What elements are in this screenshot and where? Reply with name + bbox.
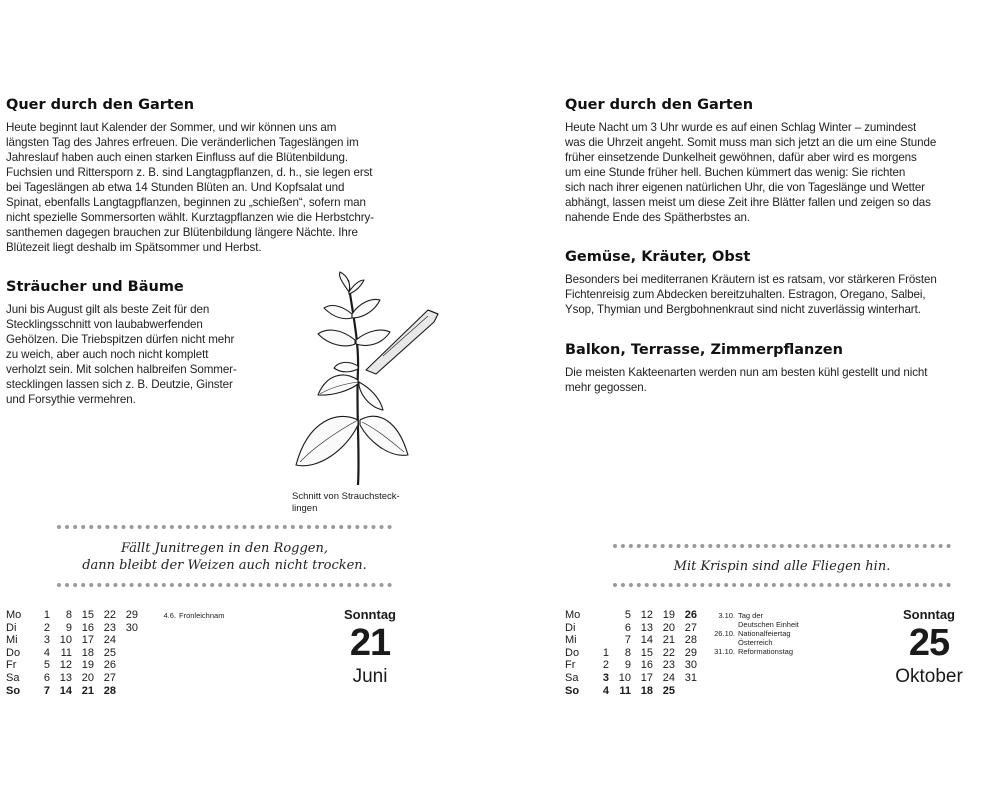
calendar-week-row	[0, 672, 138, 685]
calendar-day: 14	[59, 684, 72, 697]
text-line: Jahreslauf haben auch einen starken Einfluss auf die Blütenbildung.	[6, 151, 348, 164]
calendar-day: 17	[81, 634, 94, 647]
left-section-shrubs	[6, 279, 237, 407]
text-line: nicht spezielle Sommersorten wählt. Kurztagpflanzen wie die Herbstchry-	[6, 211, 374, 224]
calendar-day	[0, 685, 28, 698]
holiday-name-line: Deutschen Einheit	[738, 620, 799, 629]
calendar-day: 12	[640, 609, 653, 621]
text-line: Stecklingsschnitt von laubabwerfenden	[6, 318, 203, 331]
calendar-day: 12	[59, 659, 72, 672]
calendar-day	[587, 622, 609, 635]
text-line: längsten Tag des Jahres erfreuen. Die veränderlichen Tageslängen im	[6, 136, 359, 149]
weekday-abbrev: Mo	[565, 609, 581, 621]
calendar-day: 3	[602, 671, 609, 684]
calendar-day: 25	[103, 646, 116, 659]
calendar-day	[559, 647, 587, 660]
calendar-day: 5	[624, 609, 631, 621]
calendar-day: 20	[662, 621, 675, 634]
calendar-day: 18	[81, 646, 94, 659]
calendar-day: 28	[103, 684, 116, 697]
section-title: Gemüse, Kräuter, Obst	[565, 249, 751, 265]
current-day	[315, 607, 425, 688]
weekday-abbrev: Mo	[6, 609, 22, 621]
text-line: Juni bis August gilt als beste Zeit für den	[6, 303, 210, 316]
calendar-day: 15	[81, 609, 94, 621]
weekday-abbrev: Di	[6, 621, 17, 634]
text-line: Die meisten Kakteenarten werden nun am besten kühl gestellt und nicht	[565, 366, 928, 379]
calendar-week-row	[559, 609, 697, 622]
section-body	[565, 365, 927, 395]
calendar-day: 2	[602, 659, 609, 672]
section-body	[565, 120, 936, 225]
calendar-week-row	[559, 647, 697, 660]
divider-dots-top	[613, 544, 951, 548]
calendar-day	[587, 634, 609, 647]
calendar-week-row	[559, 659, 697, 672]
holiday-date: 3.10.	[718, 611, 735, 620]
holiday-name	[179, 611, 224, 620]
calendar-week-row	[559, 622, 697, 635]
calendar-day	[0, 647, 28, 660]
calendar-day	[559, 685, 587, 698]
calendar-day: 22	[662, 646, 675, 659]
text-line: um eine Stunde früher hell. Buchen kümmert das wenig: Sie richten	[565, 166, 906, 179]
text-line: Mit Krispin sind alle Fliegen hin.	[673, 559, 891, 574]
calendar-day	[0, 622, 28, 635]
calendar-week-row	[0, 609, 138, 622]
right-page	[500, 0, 1000, 800]
weekday-abbrev: Do	[565, 646, 580, 659]
calendar-day: 25	[662, 684, 675, 697]
calendar-week-row	[0, 685, 138, 698]
calendar-day	[559, 622, 587, 635]
calendar-day	[116, 659, 138, 672]
text-line: Heute beginnt laut Kalender der Sommer, und wir können uns am	[6, 121, 337, 134]
calendar-day: 10	[618, 671, 631, 684]
text-line: bei Tageslängen ab etwa 14 Stunden Blüten an. Und Kopfsalat und	[6, 181, 345, 194]
calendar-day: 1	[602, 646, 609, 659]
holiday-name	[738, 647, 793, 656]
holiday-name-line: Reformationstag	[738, 647, 794, 656]
text-line: früher einsetzende Dunkelheit gewöhnen, dafür aber wird es morgens	[565, 151, 917, 164]
divider-dots-bottom	[57, 583, 392, 587]
holiday-date: 26.10.	[714, 629, 735, 638]
calendar-day: 26	[103, 659, 116, 672]
calendar-week-row	[559, 685, 697, 698]
calendar-week-row	[559, 634, 697, 647]
calendar-day: 24	[103, 634, 116, 647]
weekday-abbrev: Sa	[565, 671, 579, 684]
calendar-day: 15	[640, 646, 653, 659]
calendar-day: 23	[103, 621, 116, 634]
text-line: dann bleibt der Weizen auch nicht trocken.	[82, 558, 367, 573]
calendar-day: 13	[59, 671, 72, 684]
month-calendar-grid	[0, 609, 138, 697]
calendar-day: 26	[684, 609, 697, 621]
calendar-day: 3	[43, 634, 50, 647]
calendar-day: 20	[81, 671, 94, 684]
weekday-abbrev: So	[6, 684, 21, 697]
text-line: stecklingen lassen sich z. B. Deutzie, Ginster	[6, 378, 233, 391]
calendar-day: 4	[602, 684, 609, 697]
calendar-day	[0, 672, 28, 685]
calendar-day	[116, 672, 138, 685]
holiday-name-line: Nationalfeiertag	[738, 629, 791, 638]
calendar-week-row	[559, 672, 697, 685]
text-line: Spinat, ebenfalls Langtagpflanzen, beginnen zu „schießen“, sofern man	[6, 196, 366, 209]
text-line: mehr gegossen.	[565, 381, 647, 394]
calendar-day: 31	[684, 671, 697, 684]
calendar-day	[116, 685, 138, 698]
calendar-day: 9	[624, 659, 631, 672]
text-line: Fichtenreisig zum Abdecken bereitzuhalten. Estragon, Oregano, Salbei,	[565, 288, 926, 301]
text-line: nahende Ende des Spätherbstes an.	[565, 211, 750, 224]
text-line: Heute Nacht um 3 Uhr wurde es auf einen Schlag Winter – zumindest	[565, 121, 917, 134]
calendar-day: 24	[662, 671, 675, 684]
holiday-list	[707, 611, 799, 656]
calendar-day: 27	[103, 671, 116, 684]
calendar-day: 16	[640, 659, 653, 672]
calendar-day	[559, 634, 587, 647]
calendar-day	[559, 672, 587, 685]
weather-saying	[57, 540, 392, 574]
holiday-name	[738, 611, 799, 629]
holiday-name-line: Österreich	[738, 638, 773, 647]
calendar-day	[116, 634, 138, 647]
section-body	[6, 120, 374, 255]
weekday-abbrev: Di	[565, 621, 576, 634]
calendar-day: 23	[662, 659, 675, 672]
calendar-week-row	[0, 647, 138, 660]
calendar-day: 18	[640, 684, 653, 697]
text-line: Fuchsien und Rittersporn z. B. sind Langtagpflanzen, d. h., sie legen erst	[6, 166, 373, 179]
calendar-day: 28	[684, 634, 697, 647]
text-line: was die Uhrzeit angeht. Somit muss man sich jetzt an die um eine Stunde	[565, 136, 937, 149]
calendar-day: 27	[684, 621, 697, 634]
weekday-abbrev: So	[565, 684, 580, 697]
calendar-day: 7	[43, 684, 50, 697]
text-line: Blütezeit liegt deshalb im Spätsommer und Herbst.	[6, 241, 262, 254]
calendar-day: 21	[81, 684, 94, 697]
calendar-day: 9	[65, 621, 72, 634]
holiday-entry	[707, 611, 799, 629]
weekday-abbrev: Mi	[565, 634, 577, 647]
right-section-garden	[565, 97, 936, 225]
text-line: santhemen dagegen brauchen zur Blütenbildung längere Nächte. Ihre	[6, 226, 358, 239]
month-label: Juni	[352, 666, 388, 687]
calendar-day: 5	[43, 659, 50, 672]
text-line: abhängt, lassen meist um diese Zeit ihre Blätter fallen und zeigen so das	[565, 196, 931, 209]
holiday-date: 31.10.	[714, 647, 735, 656]
section-title: Sträucher und Bäume	[6, 279, 184, 295]
calendar-day: 14	[640, 634, 653, 647]
calendar-day: 29	[125, 609, 138, 621]
calendar-day: 7	[624, 634, 631, 647]
calendar-day: 10	[59, 634, 72, 647]
calendar-week-row	[0, 634, 138, 647]
calendar-day	[559, 659, 587, 672]
illustration-caption	[292, 491, 400, 515]
calendar-day	[0, 609, 28, 622]
current-day	[874, 607, 984, 688]
text-line: verholzt sein. Mit solchen halbreifen Sommer-	[6, 363, 237, 376]
weekday-label: Sonntag	[903, 607, 955, 622]
calendar-day	[587, 609, 609, 622]
calendar-day: 22	[103, 609, 116, 621]
holiday-entry	[707, 647, 799, 656]
weekday-label: Sonntag	[344, 607, 396, 622]
holiday-entry	[707, 629, 799, 647]
calendar-day: 30	[125, 621, 138, 634]
calendar-day: 8	[65, 609, 72, 621]
calendar-day: 11	[619, 684, 631, 697]
divider-dots-bottom	[613, 583, 951, 587]
calendar-day: 16	[81, 621, 94, 634]
section-body	[565, 272, 937, 317]
calendar-week-row	[0, 659, 138, 672]
calendar-week-row	[0, 622, 138, 635]
left-section-garden	[6, 97, 374, 255]
calendar-day: 17	[640, 671, 653, 684]
cutting-illustration	[288, 270, 448, 490]
month-calendar-grid	[559, 609, 697, 697]
text-line: zu weich, aber auch noch nicht komplett	[6, 348, 209, 361]
calendar-day: 6	[43, 671, 50, 684]
section-title: Quer durch den Garten	[6, 97, 195, 113]
text-line: lingen	[292, 503, 318, 514]
holiday-name-line: Fronleichnam	[179, 611, 225, 620]
day-number: 25	[908, 622, 950, 664]
calendar-day: 4	[43, 646, 50, 659]
calendar-day: 1	[43, 609, 50, 621]
holiday-name	[738, 629, 791, 647]
section-title: Balkon, Terrasse, Zimmerpflanzen	[565, 342, 843, 358]
section-title: Quer durch den Garten	[565, 97, 754, 113]
calendar-day	[0, 659, 28, 672]
calendar-day: 8	[624, 646, 631, 659]
text-line: und Forsythie vermehren.	[6, 393, 136, 406]
holiday-list	[148, 611, 224, 620]
holiday-entry	[148, 611, 224, 620]
calendar-day	[116, 647, 138, 660]
calendar-day: 21	[662, 634, 675, 647]
calendar-day	[0, 634, 28, 647]
text-line: Schnitt von Strauchsteck-	[292, 491, 400, 502]
weekday-abbrev: Mi	[6, 634, 18, 647]
calendar-day: 6	[624, 621, 631, 634]
weather-saying	[613, 558, 951, 575]
right-section-balcony	[565, 342, 927, 395]
calendar-day	[559, 609, 587, 622]
day-number: 21	[349, 622, 391, 664]
text-line: Ysop, Thymian und Bergbohnenkraut sind nicht zuverlässig winterhart.	[565, 303, 921, 316]
calendar-day: 2	[43, 621, 50, 634]
holiday-date: 4.6.	[163, 611, 176, 620]
calendar-day: 29	[684, 646, 697, 659]
text-line: Fällt Junitregen in den Roggen,	[121, 541, 328, 556]
weekday-abbrev: Do	[6, 646, 21, 659]
right-section-herbs	[565, 249, 937, 317]
text-line: Gehölzen. Die Triebspitzen dürfen nicht mehr	[6, 333, 235, 346]
calendar-day: 30	[684, 659, 697, 672]
text-line: sich nach ihrer eigenen natürlichen Uhr, die von Tageslänge und Wetter	[565, 181, 925, 194]
calendar-day: 19	[662, 609, 675, 621]
calendar-day: 11	[60, 646, 72, 659]
calendar-day: 13	[640, 621, 653, 634]
holiday-name-line: Tag der	[738, 611, 764, 620]
calendar-day: 19	[81, 659, 94, 672]
section-body	[6, 302, 237, 407]
calendar-day	[675, 685, 697, 698]
month-label: Oktober	[895, 666, 963, 687]
weekday-abbrev: Fr	[6, 659, 17, 672]
divider-dots-top	[57, 525, 392, 529]
text-line: Besonders bei mediterranen Kräutern ist es ratsam, vor stärkeren Frösten	[565, 273, 937, 286]
weekday-abbrev: Fr	[565, 659, 576, 672]
weekday-abbrev: Sa	[6, 671, 20, 684]
